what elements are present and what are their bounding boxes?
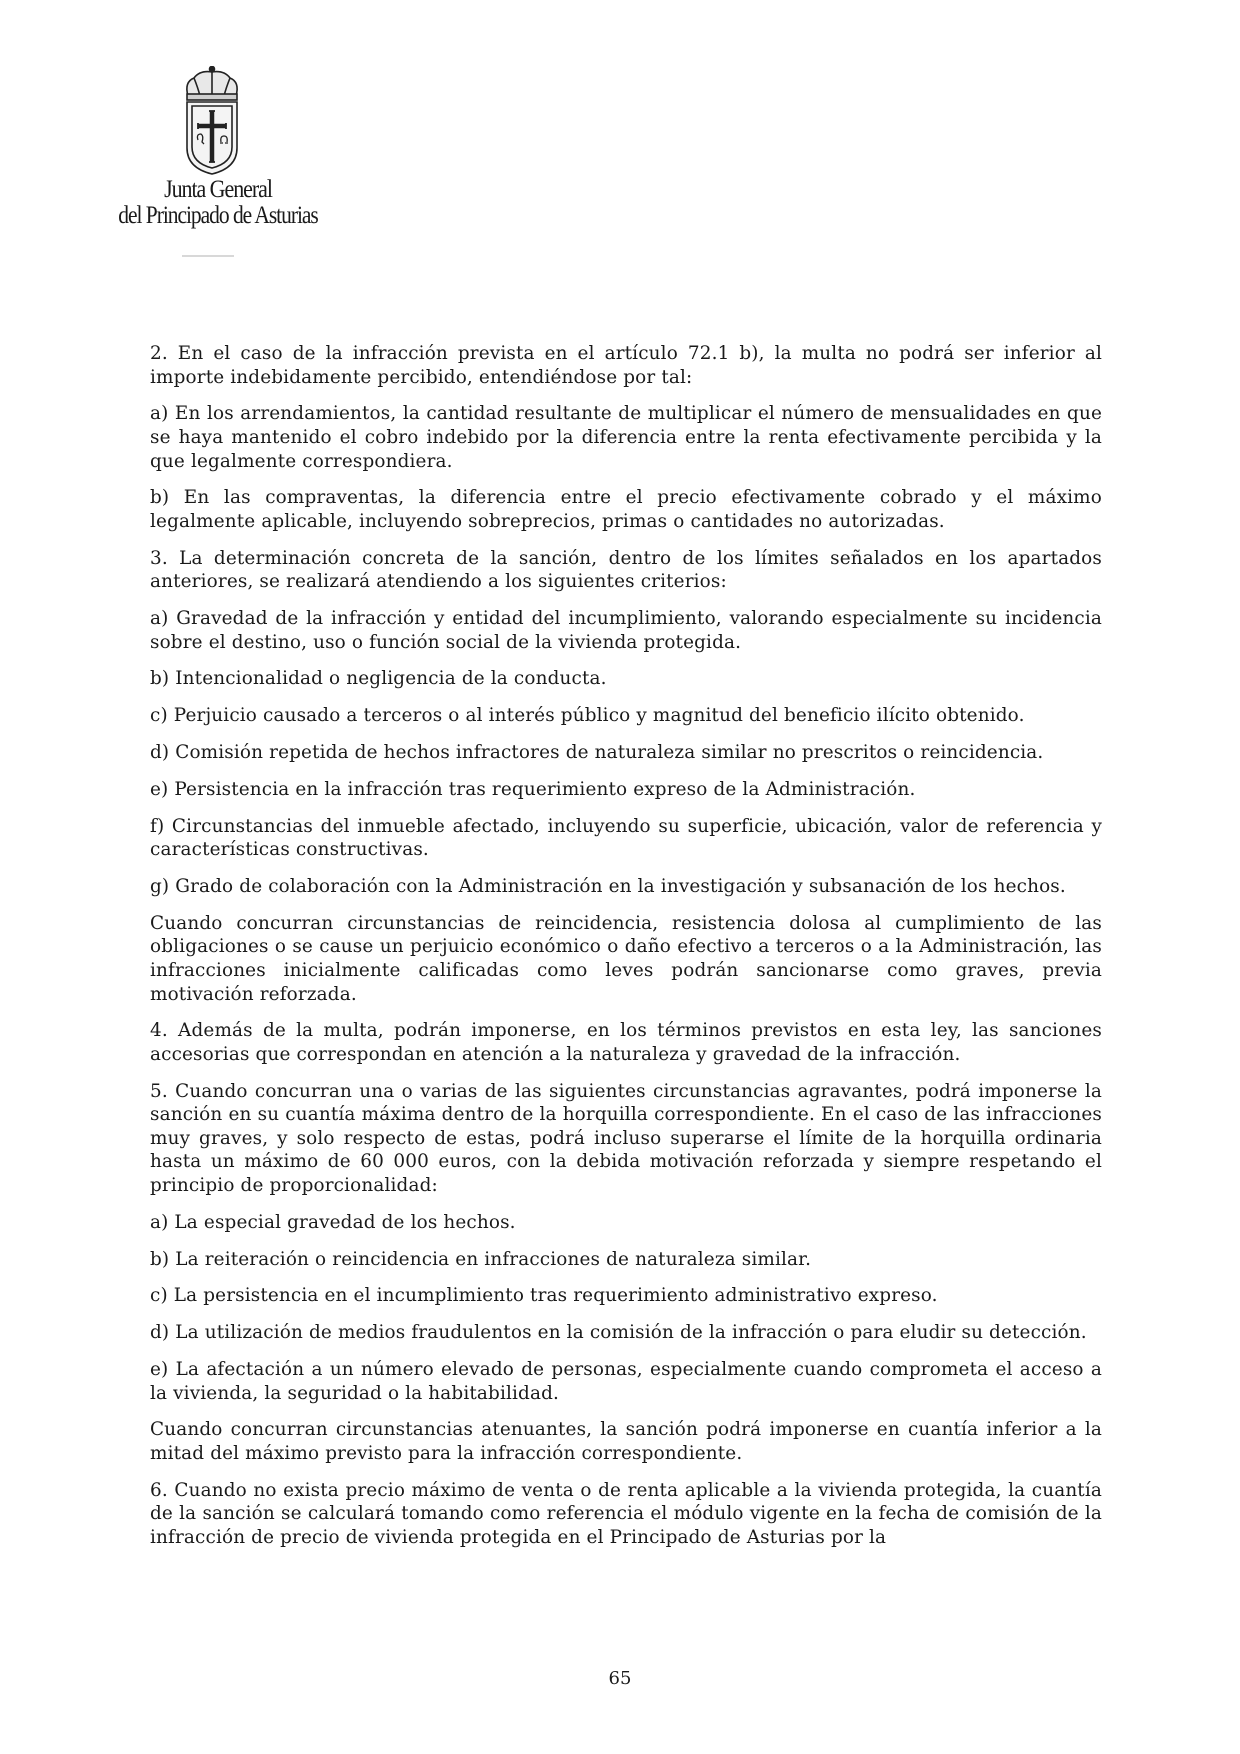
page-number: 65 (608, 1668, 632, 1689)
document-body (150, 342, 1102, 1563)
paragraph: e) La afectación a un número elevado de personas, especialmente cuando comprometa el acceso a la vivienda, la seguridad o la habitabilidad. (150, 1358, 1102, 1404)
paragraph: b) La reiteración o reincidencia en infracciones de naturaleza similar. (150, 1248, 812, 1270)
paragraph: b) En las compraventas, la diferencia entre el precio efectivamente cobrado y el máximo legalmente aplicable, incluyendo sobreprecios, primas o cantidades no autorizadas. (150, 487, 1102, 532)
paragraph: 3. La determinación concreta de la sanción, dentro de los límites señalados en los apartados anteriores, se realizará atendiendo a los siguientes criterios: (150, 547, 1102, 593)
paragraph: b) Intencionalidad o negligencia de la conducta. (150, 668, 607, 690)
paragraph: 2. En el caso de la infracción prevista en el artículo 72.1 b), la multa no podrá ser inferior al importe indebidamente percibido, entendiéndose por tal: (150, 343, 1102, 388)
paragraph: f) Circunstancias del inmueble afectado, incluyendo su superficie, ubicación, valor de referencia y características constructivas. (150, 815, 1102, 861)
org-name-line-2: del Principado de Asturias (118, 202, 318, 229)
logo-divider (182, 255, 234, 257)
paragraph: a) Gravedad de la infracción y entidad del incumplimiento, valorando especialmente su incidencia sobre el destino, uso o función social de la vivienda protegida. (150, 608, 1102, 653)
institution-logo (88, 66, 348, 266)
paragraph: 5. Cuando concurran una o varias de las siguientes circunstancias agravantes, podrá imponerse la sanción en su cuantía máxima dentro de la horquilla correspondiente. En el caso de las infracciones muy graves, y solo respecto de estas, podrá incluso superarse el límite de la horquilla ordinaria hasta un máximo de 60 000 euros, con la debida motivación reforzada y siempre respetando el principio de proporcionalidad: (150, 1080, 1102, 1197)
org-name-line-1: Junta General (164, 176, 272, 203)
paragraph: c) La persistencia en el incumplimiento tras requerimiento administrativo expreso. (150, 1285, 938, 1307)
paragraph: 4. Además de la multa, podrán imponerse, en los términos previstos en esta ley, las sanciones accesorias que correspondan en atención a la naturaleza y gravedad de la infracción. (150, 1020, 1102, 1065)
paragraph: e) Persistencia en la infracción tras requerimiento expreso de la Administración. (150, 778, 916, 800)
paragraph: Cuando concurran circunstancias de reincidencia, resistencia dolosa al cumplimiento de las obligaciones o se cause un perjuicio económico o daño efectivo a terceros o a la Administración, las infracciones inicialmente calificadas como leves podrán sancionarse como graves, previa motivación reforzada. (150, 912, 1102, 1005)
coat-of-arms-icon (174, 66, 250, 176)
paragraph: d) La utilización de medios fraudulentos en la comisión de la infracción o para eludir su detección. (150, 1322, 1087, 1344)
paragraph: Cuando concurran circunstancias atenuantes, la sanción podrá imponerse en cuantía inferior a la mitad del máximo previsto para la infracción correspondiente. (150, 1419, 1102, 1464)
paragraph: a) En los arrendamientos, la cantidad resultante de multiplicar el número de mensualidades en que se haya mantenido el cobro indebido por la diferencia entre la renta efectivamente percibida y la que legalmente correspondiera. (150, 403, 1102, 472)
paragraph: c) Perjuicio causado a terceros o al interés público y magnitud del beneficio ilícito obtenido. (150, 705, 1025, 727)
paragraph: a) La especial gravedad de los hechos. (150, 1211, 516, 1233)
paragraph: d) Comisión repetida de hechos infractores de naturaleza similar no prescritos o reincidencia. (150, 742, 1044, 764)
paragraph: g) Grado de colaboración con la Administración en la investigación y subsanación de los hechos. (150, 875, 1066, 897)
paragraph: 6. Cuando no exista precio máximo de venta o de renta aplicable a la vivienda protegida, la cuantía de la sanción se calculará tomando como referencia el módulo vigente en la fecha de comisión de la infracción de precio de vivienda protegida en el Principado de Asturias por la (150, 1479, 1102, 1548)
